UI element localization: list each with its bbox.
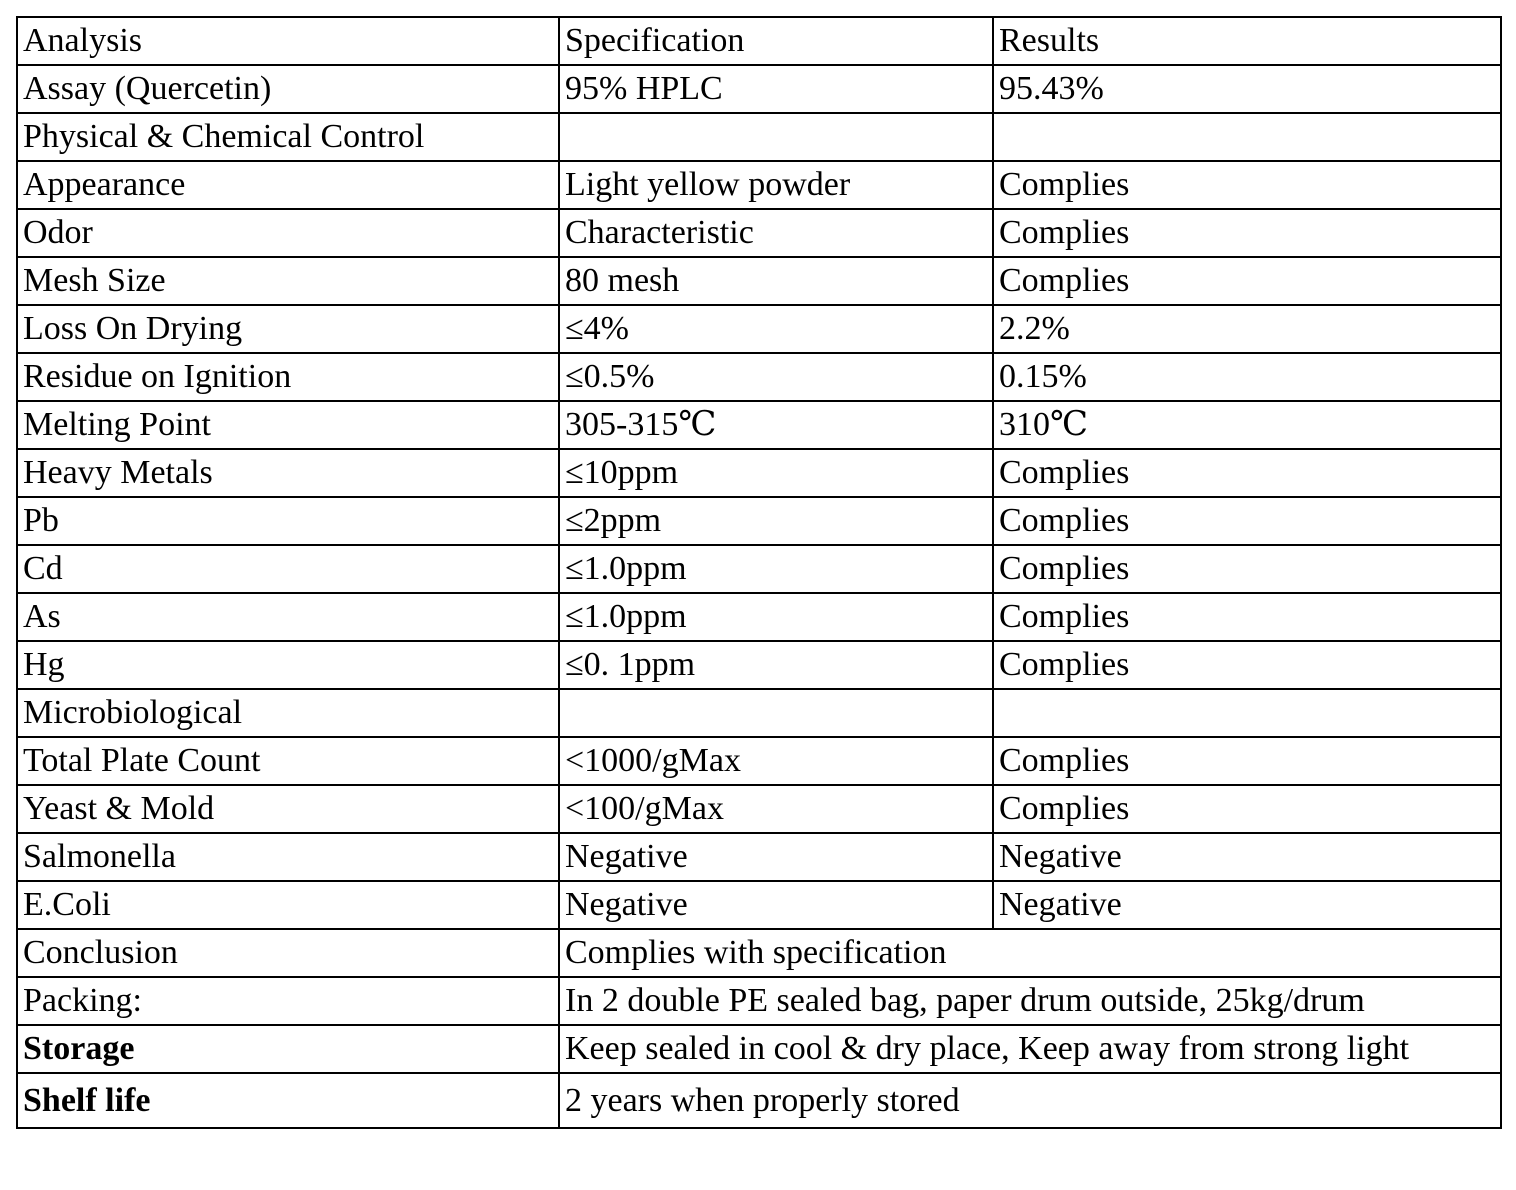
specification-cell: 80 mesh [559,257,993,305]
specification-cell: ≤4% [559,305,993,353]
specification-cell: Light yellow powder [559,161,993,209]
results-cell: Complies [993,449,1501,497]
results-cell: Complies [993,257,1501,305]
section-row [17,689,1501,737]
results-cell: Complies [993,161,1501,209]
packing-label: Packing: [17,977,559,1025]
section-label: Microbiological [17,689,559,737]
table-row [17,881,1501,929]
results-cell: Complies [993,545,1501,593]
analysis-cell: Cd [17,545,559,593]
analysis-cell: Salmonella [17,833,559,881]
results-cell [993,689,1501,737]
analysis-cell: Residue on Ignition [17,353,559,401]
analysis-cell: Total Plate Count [17,737,559,785]
analysis-cell: Hg [17,641,559,689]
header-specification: Specification [559,17,993,65]
table-row [17,593,1501,641]
results-cell: Complies [993,641,1501,689]
table-row [17,353,1501,401]
section-row [17,113,1501,161]
table-row [17,641,1501,689]
storage-row [17,1025,1501,1073]
results-cell: 310℃ [993,401,1501,449]
table-row [17,401,1501,449]
table-row [17,785,1501,833]
specification-table [16,16,1502,1129]
specification-cell: ≤1.0ppm [559,593,993,641]
specification-cell: ≤2ppm [559,497,993,545]
results-cell: Complies [993,209,1501,257]
shelf-life-row [17,1073,1501,1128]
analysis-cell: Odor [17,209,559,257]
table-row [17,209,1501,257]
specification-cell: Characteristic [559,209,993,257]
results-cell: 0.15% [993,353,1501,401]
conclusion-value: Complies with specification [559,929,1501,977]
analysis-cell: Heavy Metals [17,449,559,497]
analysis-cell: Appearance [17,161,559,209]
analysis-cell: Mesh Size [17,257,559,305]
specification-cell [559,689,993,737]
packing-value: In 2 double PE sealed bag, paper drum outside, 25kg/drum [559,977,1501,1025]
table-row [17,257,1501,305]
shelf-life-value: 2 years when properly stored [559,1073,1501,1128]
table-row [17,305,1501,353]
header-row [17,17,1501,65]
conclusion-label: Conclusion [17,929,559,977]
shelf-life-label: Shelf life [17,1073,559,1128]
table-row [17,449,1501,497]
specification-cell: <100/gMax [559,785,993,833]
specification-cell: ≤10ppm [559,449,993,497]
results-cell: Complies [993,737,1501,785]
results-cell: 2.2% [993,305,1501,353]
table-row [17,497,1501,545]
results-cell: 95.43% [993,65,1501,113]
packing-row [17,977,1501,1025]
analysis-cell: Assay (Quercetin) [17,65,559,113]
results-cell: Negative [993,833,1501,881]
section-label: Physical & Chemical Control [17,113,559,161]
analysis-cell: E.Coli [17,881,559,929]
table-row [17,65,1501,113]
results-cell [993,113,1501,161]
specification-cell: ≤0.5% [559,353,993,401]
specification-cell: ≤1.0ppm [559,545,993,593]
conclusion-row [17,929,1501,977]
table-row [17,737,1501,785]
specification-cell: <1000/gMax [559,737,993,785]
specification-cell: Negative [559,833,993,881]
table-row [17,161,1501,209]
header-results: Results [993,17,1501,65]
storage-value: Keep sealed in cool & dry place, Keep away from strong light [559,1025,1501,1073]
table-row [17,545,1501,593]
results-cell: Complies [993,497,1501,545]
specification-cell [559,113,993,161]
results-cell: Negative [993,881,1501,929]
analysis-cell: Loss On Drying [17,305,559,353]
storage-label: Storage [17,1025,559,1073]
analysis-cell: As [17,593,559,641]
analysis-cell: Yeast & Mold [17,785,559,833]
specification-cell: 305-315℃ [559,401,993,449]
header-analysis: Analysis [17,17,559,65]
results-cell: Complies [993,785,1501,833]
analysis-cell: Melting Point [17,401,559,449]
analysis-cell: Pb [17,497,559,545]
specification-cell: ≤0. 1ppm [559,641,993,689]
specification-cell: Negative [559,881,993,929]
table-row [17,833,1501,881]
results-cell: Complies [993,593,1501,641]
specification-cell: 95% HPLC [559,65,993,113]
